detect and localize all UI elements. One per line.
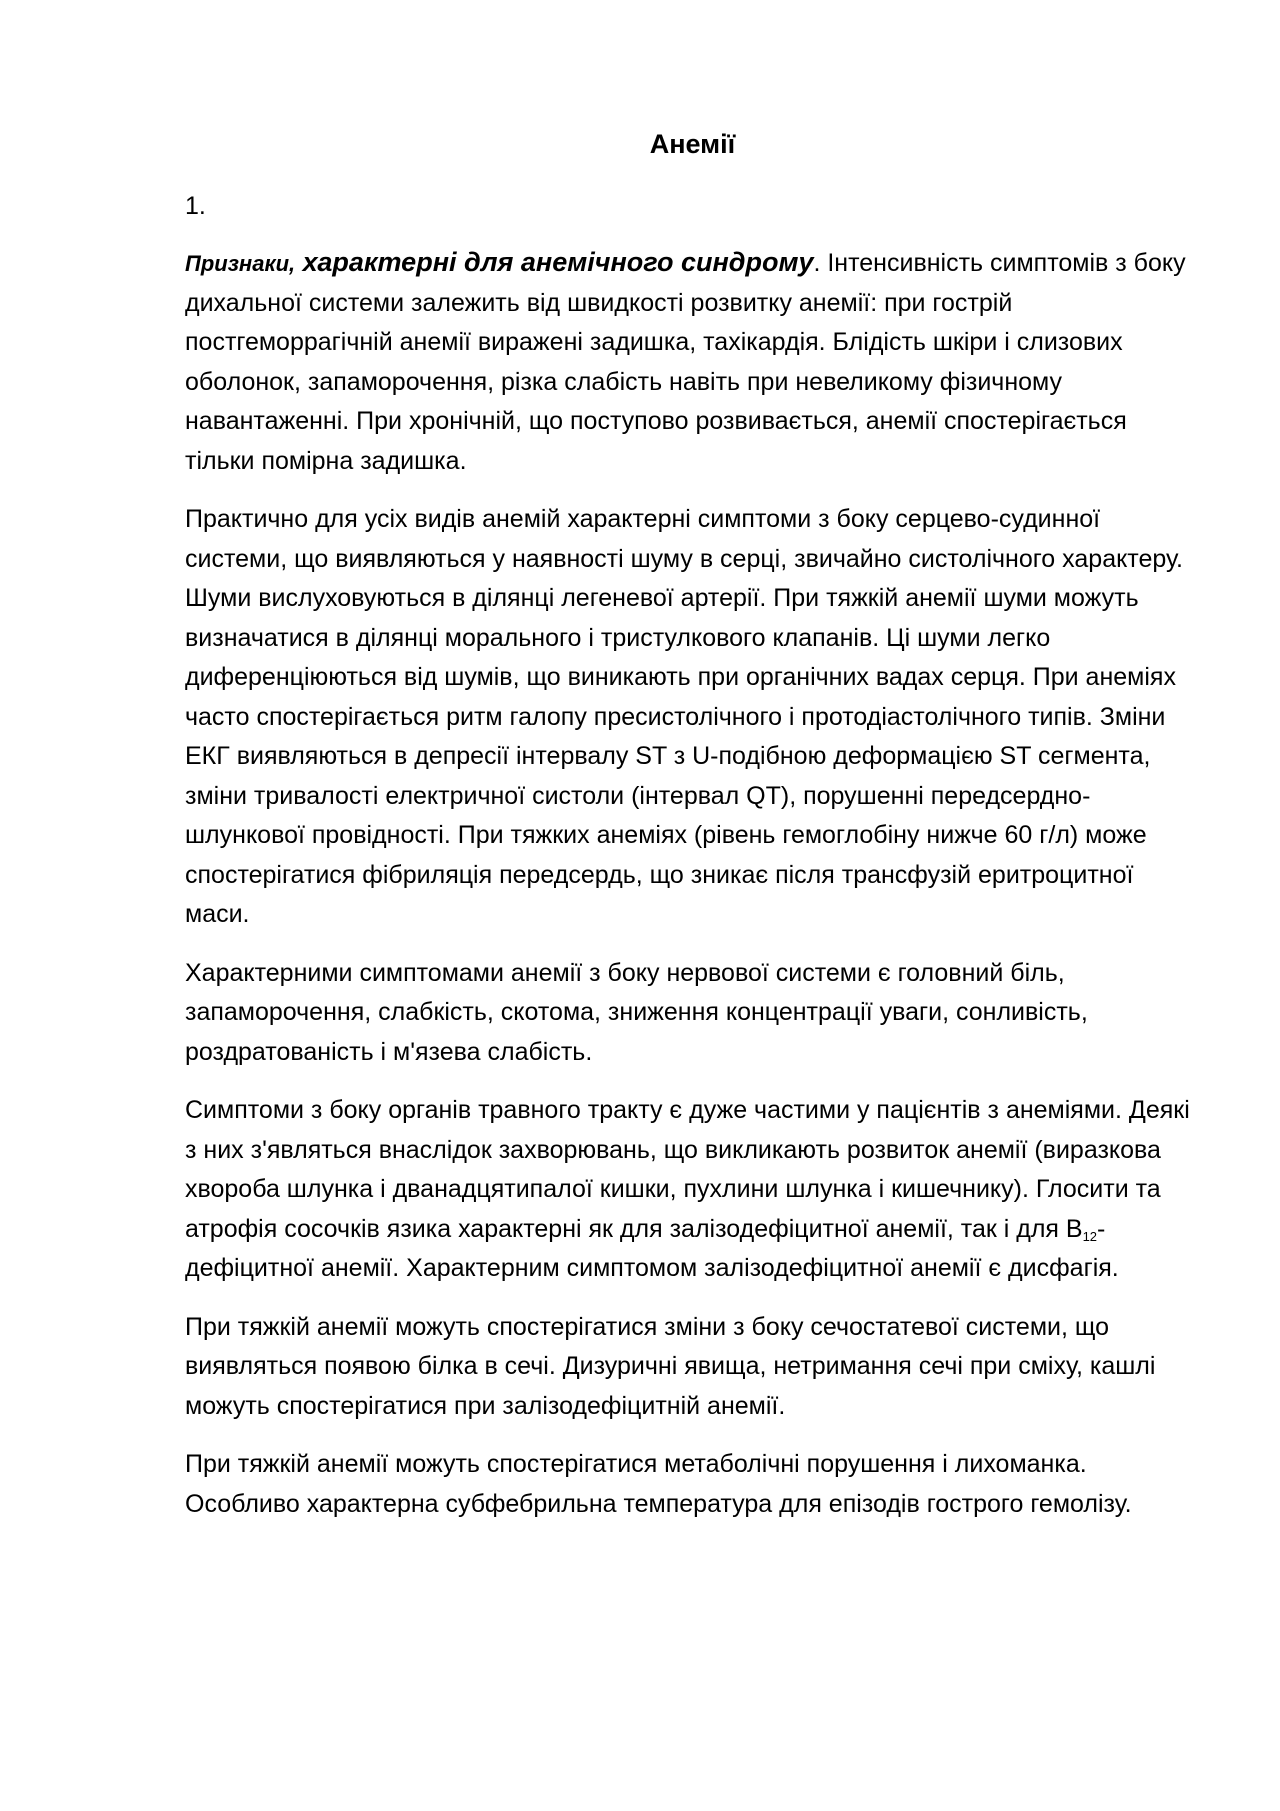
subscript-12: 12 (1082, 1228, 1098, 1244)
paragraph-nervous-system: Характерними симптомами анемії з боку нервової системи є головний біль, запаморочення, слабкість, скотома, зниження концентрації уваги, сонливість, роздратованість і м'язева слабість. (185, 958, 1088, 1066)
paragraph-digestive-tract (185, 1091, 1200, 1289)
paragraph-urogenital: При тяжкій анемії можуть спостерігатися зміни з боку сечостатевої системи, що виявляться появою білка в сечі. Дизуричні явища, нетримання сечі при сміху, кашлі можуть спостерігатися при залізодефіцитній анемії. (185, 1312, 1156, 1420)
paragraph-text-after: -дефіцитної анемії. Характерним симптомом залізодефіцитної анемії є дисфагія. (185, 1214, 1119, 1282)
document-body (185, 124, 1200, 1543)
list-number: 1. (185, 192, 206, 220)
paragraph-lead-small: Признаки, (185, 251, 296, 276)
document-title: Анемії (649, 129, 736, 159)
paragraph-lead-large: характерні для анемічного синдрому (295, 247, 814, 277)
paragraph-text: . Інтенсивність симптомів з боку дихальної системи залежить від швидкості розвитку анемії: при гострій постгеморрагічній анемії виражені задишка, тахікардія. Блідість шкіри і слизових оболонок, запаморочення, різка слабість навіть при невеликому фізичному навантаженні. При хронічній, що поступово розвивається, анемії спостерігається тільки помірна задишка. (185, 249, 1186, 475)
paragraph-cardiovascular: Практично для усіх видів анемій характерні симптоми з боку серцево-судинної системи, що виявляються у наявності шуму в серці, звичайно систолічного характеру. Шуми вислуховуються в ділянці легеневої артерії. При тяжкій анемії шуми можуть визначатися в ділянці морального і тристулкового клапанів. Ці шуми легко диференціюються від шумів, що виникають при органічних вадах серця. При анеміях часто спостерігається ритм галопу пресистолічного і протодіастолічного типів. Зміни ЕКГ виявляються в депресії інтервалу ST з U-подібною деформацією ST сегмента, зміни тривалості електричної систоли (інтервал QT), порушенні передсердно-шлункової провідності. При тяжких анеміях (рівень гемоглобіну нижче 60 г/л) може спостерігатися фібриляція передсердь, що зникає після трансфузій еритроцитної маси. (185, 505, 1183, 928)
paragraph-anemic-syndrome (185, 243, 1200, 481)
paragraph-metabolic: При тяжкій анемії можуть спостерігатися метаболічні порушення і лихоманка. Особливо характерна субфебрильна температура для епізодів гострого гемолізу. (185, 1450, 1132, 1518)
paragraph-text-before: Симптоми з боку органів травного тракту є дуже частими у пацієнтів з анеміями. Деякі з них з'являться внаслідок захворювань, що викликають розвиток анемії (виразкова хвороба шлунка і дванадцятипалої кишки, пухлини шлунка і кишечнику). Глосити та атрофія сосочків язика характерні як для залізодефіцитної анемії, так і для B (185, 1096, 1190, 1243)
